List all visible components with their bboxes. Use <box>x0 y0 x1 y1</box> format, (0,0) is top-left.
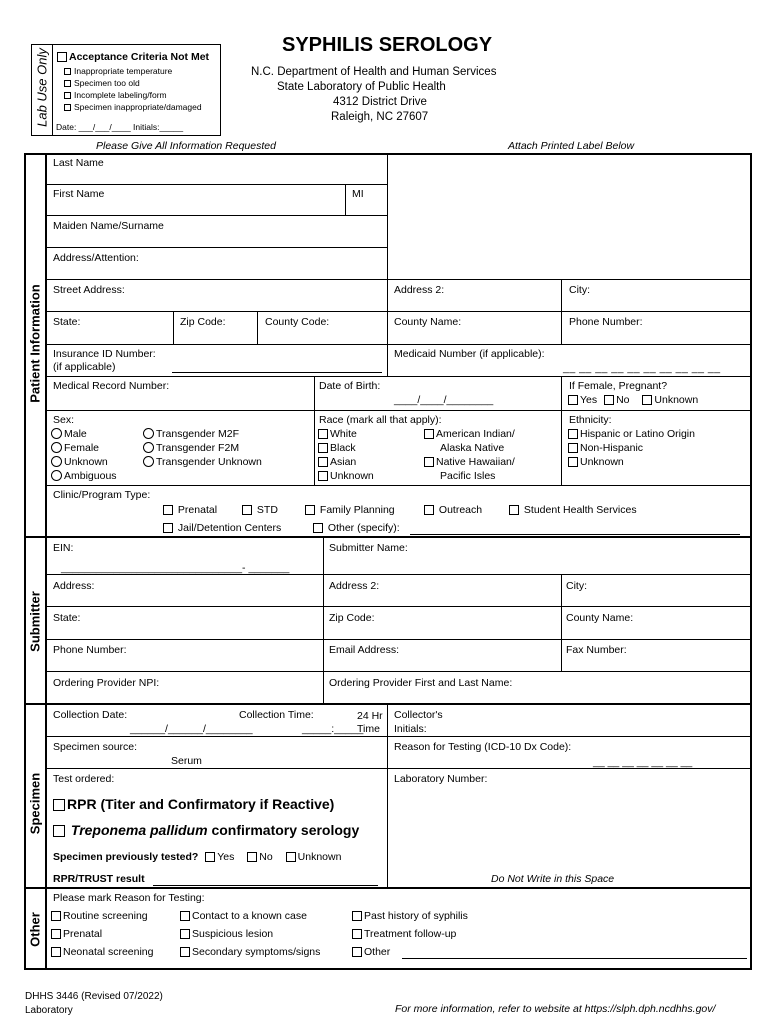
clinic-other-field[interactable] <box>410 534 740 535</box>
col-divider <box>173 311 174 344</box>
clinic-option: Prenatal <box>177 504 218 516</box>
sex-option: Ambiguous <box>64 470 117 482</box>
do-not-write-note: Do Not Write in this Space <box>491 873 615 885</box>
clinic-option: Family Planning <box>319 504 395 516</box>
form-id: DHHS 3446 (Revised 07/2022) <box>25 991 163 1002</box>
lab-item: Inappropriate temperature <box>74 66 173 76</box>
sex-female-radio[interactable] <box>51 442 62 453</box>
row-line <box>46 344 752 345</box>
sex-option: Transgender M2F <box>156 428 240 440</box>
col-divider <box>257 311 258 344</box>
ethnicity-option: Unknown <box>580 456 624 468</box>
collector-label: Collector's <box>394 709 443 721</box>
submitter-name-label[interactable]: Submitter Name: <box>329 542 408 554</box>
attach-label-note: Attach Printed Label Below <box>508 140 635 152</box>
reason-other-field[interactable] <box>402 958 747 959</box>
ein-field[interactable]: _______________________________- _______ <box>61 562 290 574</box>
rpr-checkbox[interactable] <box>53 799 65 811</box>
race-option: Native Hawaiian/ <box>436 456 515 468</box>
reason-option: Contact to a known case <box>192 910 307 922</box>
reason-option: Treatment follow-up <box>364 928 457 940</box>
patient-address2-label[interactable]: Address 2: <box>394 284 445 296</box>
labeling-checkbox[interactable] <box>64 92 71 99</box>
ethnicity-unknown-checkbox[interactable] <box>568 457 578 467</box>
race-label: Race (mark all that apply): <box>319 414 442 426</box>
col-divider <box>561 410 562 485</box>
pregnant-yes-checkbox[interactable] <box>568 395 578 405</box>
race-option-cont: Pacific Isles <box>440 470 496 482</box>
collection-date-label[interactable]: Collection Date: <box>53 709 128 721</box>
sex-unknown-radio[interactable] <box>51 456 62 467</box>
provider-name-label[interactable]: Ordering Provider First and Last Name: <box>329 677 513 689</box>
pregnant-unknown-checkbox[interactable] <box>642 395 652 405</box>
race-unknown-checkbox[interactable] <box>318 471 328 481</box>
reason-icd10-label[interactable]: Reason for Testing (ICD-10 Dx Code): <box>394 741 572 753</box>
insurance-if-applicable: (if applicable) <box>53 361 116 373</box>
reason-prenatal-checkbox[interactable] <box>51 929 61 939</box>
clinic-option: Student Health Services <box>523 504 637 516</box>
row-line <box>46 639 752 640</box>
row-line <box>46 736 752 737</box>
lab-item: Incomplete labeling/form <box>74 90 167 100</box>
lab-number-label: Laboratory Number: <box>394 773 488 785</box>
more-info-link[interactable]: For more information, refer to website at https://slph.dph.ncdhhs.gov/ <box>395 1003 716 1015</box>
clinic-program-label: Clinic/Program Type: <box>53 489 151 501</box>
prev-tested-yes-checkbox[interactable] <box>205 852 215 862</box>
patient-state-label[interactable]: State: <box>53 316 81 328</box>
rpr-test-label: RPR (Titer and Confirmatory if Reactive) <box>67 796 335 812</box>
reason-option: Suspicious lesion <box>192 928 274 940</box>
header-line: 4312 District Drive <box>333 96 427 108</box>
col-divider <box>387 704 388 887</box>
section-specimen: Specimen <box>27 772 43 835</box>
provider-npi-label[interactable]: Ordering Provider NPI: <box>53 677 160 689</box>
reason-history-checkbox[interactable] <box>352 911 362 921</box>
ethnicity-label: Ethnicity: <box>569 414 612 426</box>
row-line <box>46 768 752 769</box>
row-line <box>46 215 387 216</box>
reason-routine-checkbox[interactable] <box>51 911 61 921</box>
race-option: American Indian/ <box>436 428 515 440</box>
clinic-option: Other (specify): <box>327 522 400 534</box>
section-other: Other <box>27 912 43 947</box>
reason-option: Secondary symptoms/signs <box>192 946 321 958</box>
reason-other-checkbox[interactable] <box>352 947 362 957</box>
lab-item: Specimen too old <box>74 78 140 88</box>
form-title: SYPHILIS SEROLOGY <box>282 34 493 56</box>
header-line: Raleigh, NC 27607 <box>331 111 429 123</box>
collection-time-label[interactable]: Collection Time: <box>239 709 314 721</box>
col-divider <box>561 376 562 410</box>
row-line <box>46 410 752 411</box>
clinic-option: Jail/Detention Centers <box>177 522 282 534</box>
sex-ambiguous-radio[interactable] <box>51 470 62 481</box>
pregnant-unknown-label: Unknown <box>654 394 699 406</box>
sex-f2m-radio[interactable] <box>143 442 154 453</box>
pregnant-label: If Female, Pregnant? <box>569 380 668 392</box>
clinic-other-checkbox[interactable] <box>313 523 323 533</box>
submitter-fax-label[interactable]: Fax Number: <box>566 644 627 656</box>
reason-neonatal-checkbox[interactable] <box>51 947 61 957</box>
row-line <box>46 376 752 377</box>
race-black-checkbox[interactable] <box>318 443 328 453</box>
tp-checkbox[interactable] <box>53 825 65 837</box>
test-ordered-label: Test ordered: <box>53 773 115 785</box>
section-divider <box>24 887 752 889</box>
ein-label[interactable]: EIN: <box>53 542 74 554</box>
insurance-id-label[interactable]: Insurance ID Number: <box>53 348 156 360</box>
collector-initials-label[interactable]: Initials: <box>394 723 427 735</box>
clinic-family-planning-checkbox[interactable] <box>305 505 315 515</box>
race-white-checkbox[interactable] <box>318 429 328 439</box>
first-name-label[interactable]: First Name <box>53 188 105 200</box>
sex-label: Sex: <box>53 414 75 426</box>
submitter-city-label[interactable]: City: <box>566 580 587 592</box>
section-divider <box>24 703 752 705</box>
pregnant-no-label: No <box>616 394 630 406</box>
reason-option: Prenatal <box>63 928 103 940</box>
tp-label: confirmatory serology <box>207 822 360 838</box>
sex-option: Transgender Unknown <box>156 456 262 468</box>
reason-secondary-checkbox[interactable] <box>180 947 190 957</box>
submitter-state-label[interactable]: State: <box>53 612 81 624</box>
mrn-label[interactable]: Medical Record Number: <box>53 380 170 392</box>
lab-box-divider <box>52 44 53 136</box>
street-address-label[interactable]: Street Address: <box>53 284 125 296</box>
insurance-id-field[interactable] <box>172 372 382 373</box>
prev-tested-no: No <box>259 851 273 863</box>
sex-option: Unknown <box>64 456 108 468</box>
sex-option: Male <box>64 428 87 440</box>
mi-label[interactable]: MI <box>352 188 364 200</box>
race-option-cont: Alaska Native <box>440 442 505 454</box>
row-line <box>46 671 752 672</box>
row-line <box>46 247 387 248</box>
temp-checkbox[interactable] <box>64 68 71 75</box>
ethnicity-option: Non-Hispanic <box>580 442 644 454</box>
patient-city-label[interactable]: City: <box>569 284 590 296</box>
ethnicity-option: Hispanic or Latino Origin <box>580 428 695 440</box>
mi-divider <box>345 184 346 215</box>
reason-option: Past history of syphilis <box>364 910 468 922</box>
prev-tested-no-checkbox[interactable] <box>247 852 257 862</box>
acceptance-checkbox[interactable] <box>57 52 67 62</box>
acceptance-criteria-label: Acceptance Criteria Not Met <box>69 51 210 63</box>
lab-item: Specimen inappropriate/damaged <box>74 102 202 112</box>
mark-reason-label: Please mark Reason for Testing: <box>53 892 205 904</box>
col-divider <box>314 410 315 485</box>
submitter-county-name-label[interactable]: County Name: <box>566 612 634 624</box>
rpr-trust-result-label: RPR/TRUST result <box>53 873 145 885</box>
hr24-label: 24 Hr <box>357 710 383 722</box>
clinic-jail-checkbox[interactable] <box>163 523 173 533</box>
row-line <box>46 279 752 280</box>
patient-zip-label[interactable]: Zip Code: <box>180 316 226 328</box>
sex-trans-unknown-radio[interactable] <box>143 456 154 467</box>
clinic-option: STD <box>256 504 278 516</box>
section-label-column <box>45 153 47 970</box>
time-label: Time <box>357 723 380 735</box>
specimen-source-label: Specimen source: <box>53 741 138 753</box>
specimen-source-value: Serum <box>171 755 202 767</box>
col-divider <box>387 279 388 376</box>
rpr-trust-result-field[interactable] <box>153 885 378 886</box>
race-option: White <box>330 428 357 440</box>
sex-option: Female <box>64 442 100 454</box>
pregnant-no-checkbox[interactable] <box>604 395 614 405</box>
sex-m2f-radio[interactable] <box>143 428 154 439</box>
ethnicity-hispanic-checkbox[interactable] <box>568 429 578 439</box>
damaged-checkbox[interactable] <box>64 104 71 111</box>
county-code-label[interactable]: County Code: <box>265 316 330 328</box>
medicaid-blanks[interactable]: __ __ __ __ __ __ __ __ __ __ <box>563 362 721 374</box>
submitter-address2-label[interactable]: Address 2: <box>329 580 380 592</box>
dob-field[interactable]: ____/____/________ <box>394 394 494 406</box>
header-line: N.C. Department of Health and Human Services <box>251 66 497 78</box>
collection-date-field[interactable]: ______/______/________ <box>130 723 253 735</box>
lab-date-initials: Date: ___/___/____ Initials:_____ <box>56 122 184 132</box>
maiden-name-label[interactable]: Maiden Name/Surname <box>53 220 164 232</box>
row-line <box>46 574 752 575</box>
ethnicity-non-hispanic-checkbox[interactable] <box>568 443 578 453</box>
row-line <box>46 184 387 185</box>
tp-italic-label: Treponema pallidum <box>70 822 208 838</box>
give-info-note: Please Give All Information Requested <box>96 140 276 152</box>
clinic-outreach-checkbox[interactable] <box>424 505 434 515</box>
header-line: State Laboratory of Public Health <box>277 81 446 93</box>
submitter-address-label[interactable]: Address: <box>53 580 95 592</box>
section-submitter: Submitter <box>27 591 43 652</box>
clinic-std-checkbox[interactable] <box>242 505 252 515</box>
label-area-border <box>387 153 388 279</box>
collection-time-field[interactable]: _____:_____ <box>302 723 364 735</box>
race-option: Unknown <box>330 470 374 482</box>
prev-tested-unknown-checkbox[interactable] <box>286 852 296 862</box>
sex-option: Transgender F2M <box>156 442 240 454</box>
race-option: Black <box>330 442 356 454</box>
medicaid-label[interactable]: Medicaid Number (if applicable): <box>394 348 545 360</box>
prev-tested-unknown: Unknown <box>297 851 342 863</box>
patient-phone-label[interactable]: Phone Number: <box>569 316 643 328</box>
too-old-checkbox[interactable] <box>64 80 71 87</box>
submitter-zip-label[interactable]: Zip Code: <box>329 612 375 624</box>
clinic-option: Outreach <box>438 504 483 516</box>
prev-tested-label: Specimen previously tested? <box>53 851 199 863</box>
prev-tested-yes: Yes <box>217 851 235 863</box>
clinic-student-health-checkbox[interactable] <box>509 505 519 515</box>
race-option: Asian <box>330 456 357 468</box>
row-line <box>46 311 752 312</box>
submitter-email-label[interactable]: Email Address: <box>329 644 400 656</box>
sex-male-radio[interactable] <box>51 428 62 439</box>
footer-laboratory: Laboratory <box>25 1005 73 1016</box>
section-patient-information: Patient Information <box>27 284 43 403</box>
patient-county-name-label[interactable]: County Name: <box>394 316 462 328</box>
pregnant-yes-label: Yes <box>580 394 598 406</box>
reason-icd10-field[interactable]: __ __ __ __ __ __ __ <box>593 756 693 768</box>
reason-option: Neonatal screening <box>63 946 154 958</box>
reason-option: Other <box>364 946 391 958</box>
section-divider <box>24 536 752 538</box>
row-line <box>46 485 752 486</box>
reason-option: Routine screening <box>63 910 148 922</box>
row-line <box>46 606 752 607</box>
reason-contact-checkbox[interactable] <box>180 911 190 921</box>
race-native-hawaiian-checkbox[interactable] <box>424 457 434 467</box>
last-name-label[interactable]: Last Name <box>53 157 104 169</box>
clinic-prenatal-checkbox[interactable] <box>163 505 173 515</box>
race-american-indian-checkbox[interactable] <box>424 429 434 439</box>
reason-lesion-checkbox[interactable] <box>180 929 190 939</box>
col-divider <box>323 537 324 703</box>
dob-label[interactable]: Date of Birth: <box>319 380 381 392</box>
submitter-phone-label[interactable]: Phone Number: <box>53 644 127 656</box>
lab-use-only-label: Lab Use Only <box>34 48 50 127</box>
reason-followup-checkbox[interactable] <box>352 929 362 939</box>
col-divider <box>314 376 315 410</box>
address-attention-label[interactable]: Address/Attention: <box>53 252 139 264</box>
col-divider <box>561 574 562 671</box>
race-asian-checkbox[interactable] <box>318 457 328 467</box>
